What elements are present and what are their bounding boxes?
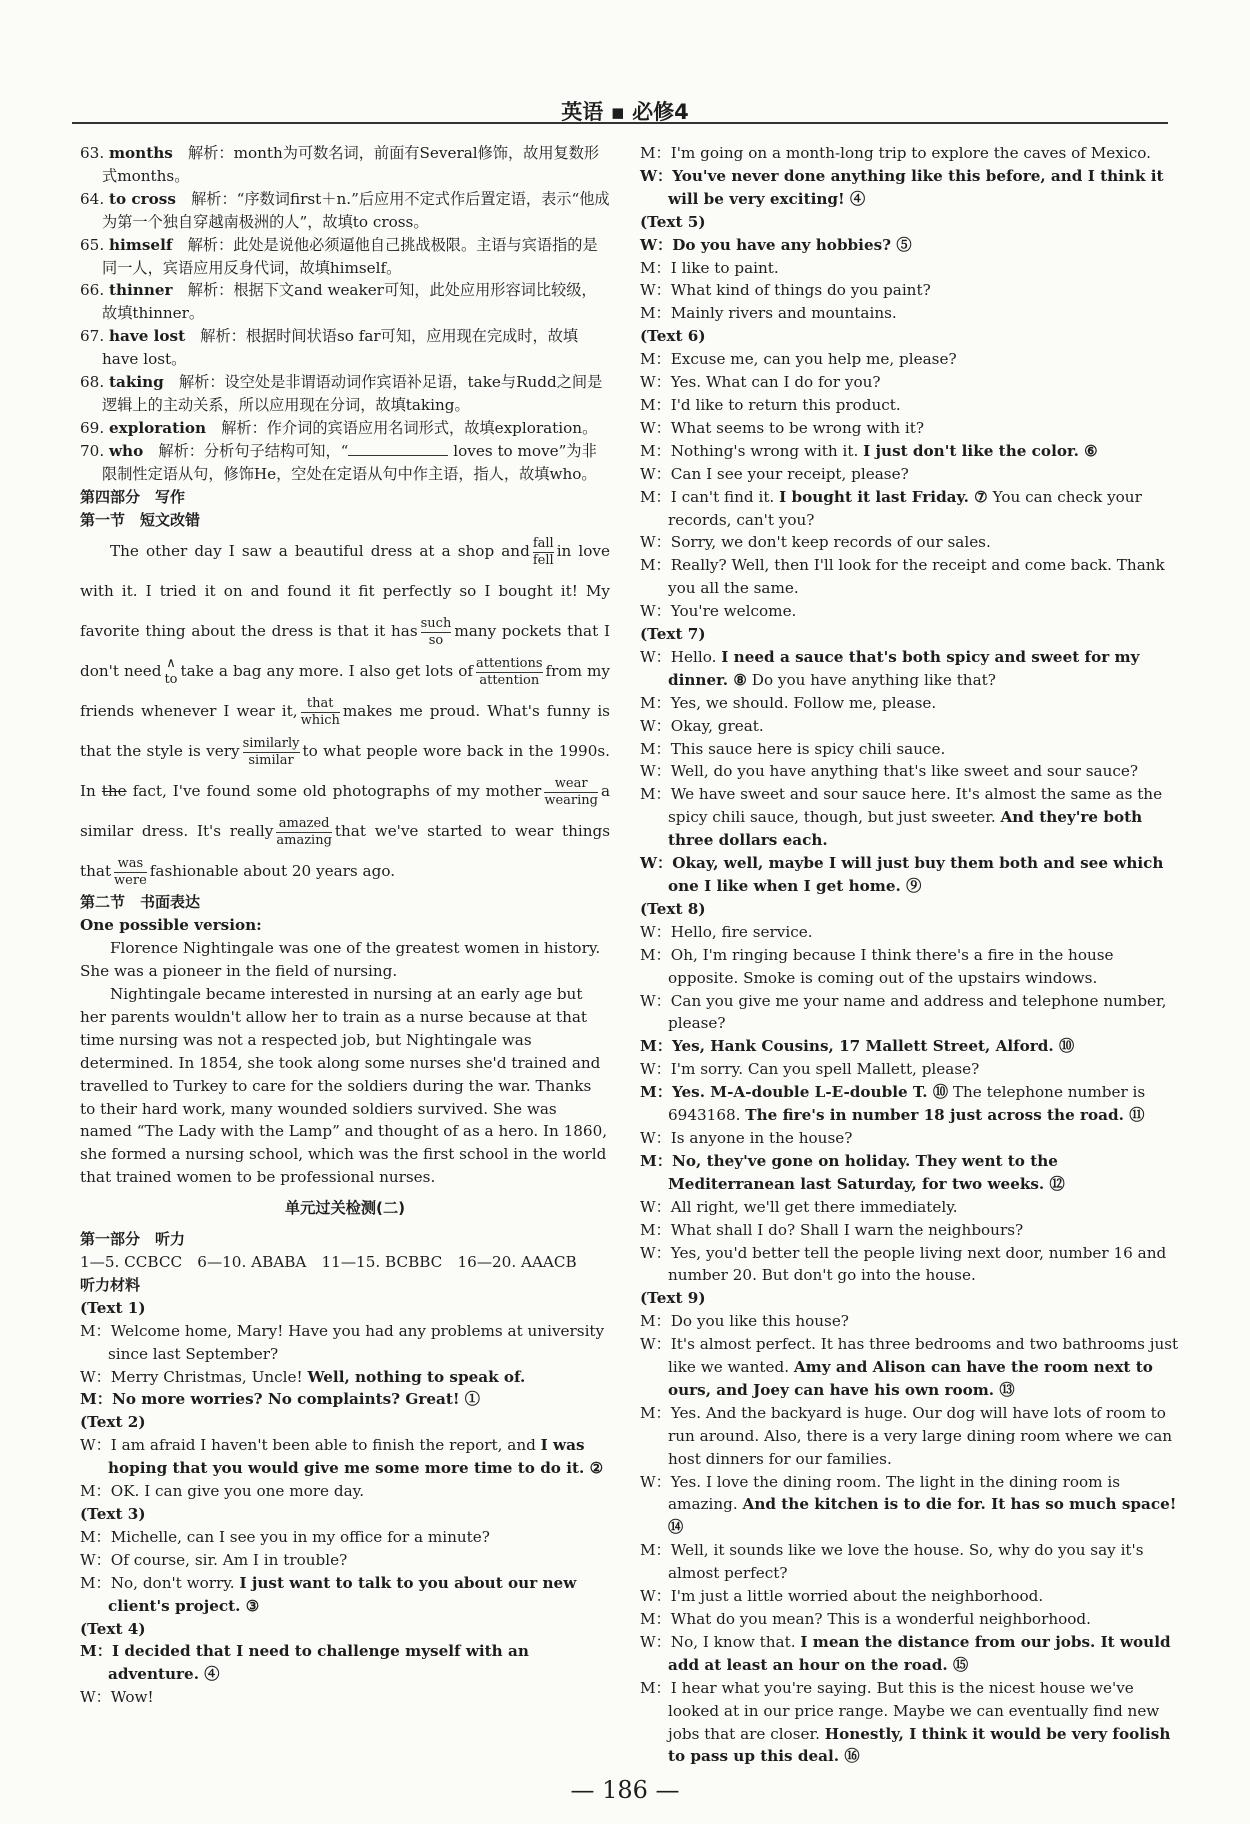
dialogue-line: M：No more worries? No complaints? Great! ① (80, 1390, 480, 1409)
text5-label: (Text 5) (640, 212, 706, 231)
dialogue-line: W：I'm just a little worried about the neighborhood. (640, 1587, 1044, 1606)
answer-68: 68. taking 解析：设空处是非谓语动词作宾语补足语，take与Rudd之间是逻辑上的主动关系，所以应用现在分词，故填taking。 (80, 373, 603, 414)
correction-3: ∧ to (164, 656, 178, 688)
dialogue-line: W：You're welcome. (640, 602, 797, 621)
part4-heading: 第四部分 写作 (80, 487, 186, 506)
answer-blank (348, 441, 448, 456)
text3-label: (Text 3) (80, 1504, 146, 1523)
text6-label: (Text 6) (640, 327, 706, 346)
answer-69: 69. exploration 解析：作介词的宾语应用名词形式，故填exploration。 (80, 418, 598, 437)
dialogue-line: W：Yes, you'd better tell the people living next door, number 16 and number 20. But don't go into the house. (640, 1243, 1167, 1285)
dialogue-line: M：Michelle, can I see you in my office for a minute? (80, 1527, 490, 1546)
dialogue-line: M：No, don't worry. I just want to talk to you about our new client's project. ③ (80, 1573, 577, 1615)
version-label: One possible version: (80, 916, 262, 935)
dialogue-line: M：I hear what you're saying. But this is the nicest house we've looked at in our price range. Maybe we can eventually find new jobs that are closer. Honestly, I think it would be very foolish to pass up this deal. ⑯ (640, 1678, 1171, 1766)
dialogue-line: W：Wow! (80, 1688, 154, 1707)
dialogue-line: W：Yes. I love the dining room. The light in the dining room is amazing. And the kitchen is to die for. It has so much space! ⑭ (640, 1472, 1177, 1537)
text4-label: (Text 4) (80, 1619, 146, 1638)
section1-heading: 第一节 短文改错 (80, 510, 201, 529)
dialogue-line: W：Can you give me your name and address and telephone number, please? (640, 991, 1167, 1033)
answer-66: 66. thinner 解析：根据下文and weaker可知，此处应用形容词比较级，故填thinner。 (80, 281, 597, 323)
dialogue-line: M：OK. I can give you one more day. (80, 1482, 365, 1501)
text2-label: (Text 2) (80, 1413, 146, 1432)
dialogue-line: M：I'm going on a month-long trip to explore the caves of Mexico. (640, 144, 1151, 162)
text7-label: (Text 7) (640, 625, 706, 644)
text8-label: (Text 8) (640, 899, 706, 918)
dialogue-line: M：I like to paint. (640, 258, 779, 277)
dialogue-line: W：You've never done anything like this before, and I think it will be very exciting! ④ (640, 166, 1164, 208)
text1-label: (Text 1) (80, 1298, 146, 1317)
dialogue-line: W：Merry Christmas, Uncle! Well, nothing to speak of. (80, 1367, 526, 1386)
dialogue-line: M：I'd like to return this product. (640, 395, 901, 414)
dialogue-line: M：Do you like this house? (640, 1312, 849, 1331)
correction-8: wear wearing (544, 775, 598, 808)
dialogue-line: W：Okay, well, maybe I will just buy them both and see which one I like when I get home. ⑨ (640, 854, 1164, 895)
dialogue-line: W：Sorry, we don't keep records of our sales. (640, 533, 991, 552)
text9-label: (Text 9) (640, 1289, 706, 1308)
correction-7: the (101, 782, 127, 801)
correction-2: such so (420, 615, 452, 648)
answer-67: 67. have lost 解析：根据时间状语so far可知，应用现在完成时，故填have lost。 (80, 327, 579, 369)
dialogue-line: W：It's almost perfect. It has three bedrooms and two bathrooms just like we wanted. Amy and Alison can have the room next to ours, and Joey can have his own room. ⑬ (640, 1335, 1179, 1399)
page-number: — 186 — (570, 1776, 680, 1804)
dialogue-line: W：Hello. I need a sauce that's both spicy and sweet for my dinner. ⑧ Do you have anything like that? (640, 647, 1140, 689)
dialogue-line: W：Can I see your receipt, please? (640, 464, 909, 483)
dialogue-line: W：Yes. What can I do for you? (640, 373, 881, 392)
dialogue-line: W：What kind of things do you paint? (640, 281, 931, 300)
section2-heading: 第二节 书面表达 (80, 893, 201, 912)
correction-5: that which (300, 695, 340, 728)
dialogue-line: W：All right, we'll get there immediately. (640, 1197, 958, 1216)
dialogue-line: M：I decided that I need to challenge myself with an adventure. ④ (80, 1642, 529, 1684)
part1-heading: 第一部分 听力 (80, 1230, 186, 1249)
correction-9: amazed amazing (276, 815, 332, 848)
dialogue-line: M：Oh, I'm ringing because I think there's a fire in the house opposite. Smoke is coming out of the upstairs windows. (640, 945, 1114, 987)
dialogue-line: M：I can't find it. I bought it last Friday. ⑦ You can check your records, can't you? (640, 487, 1142, 529)
writing-paragraph-1: Florence Nightingale was one of the greatest women in history. She was a pioneer in the field of nursing. (80, 939, 601, 981)
dialogue-line: M：Yes. M-A-double L-E-double T. ⑩ The telephone number is 6943168. The fire's in number 18 just across the road. ⑪ (640, 1083, 1146, 1125)
dialogue-line: W：I'm sorry. Can you spell Mallett, please? (640, 1060, 980, 1079)
dialogue-line: M：Nothing's wrong with it. I just don't like the color. ⑥ (640, 441, 1098, 460)
header-divider (72, 122, 1168, 124)
right-column (640, 142, 1180, 1768)
dialogue-line: M：We have sweet and sour sauce here. It's almost the same as the spicy chili sauce, though, but just sweeter. And they're both three dollars each. (640, 785, 1163, 850)
correction-4: attentions attention (476, 655, 543, 688)
materials-heading: 听力材料 (80, 1275, 141, 1294)
correction-10: was were (114, 855, 147, 888)
error-correction-essay: The other day I saw a beautiful dress at a shop and fall fell in love with it. I tried it on and found it fit perfectly so I bought it! My favorite thing about the dress is that it has such so many pockets that I don't need ∧ to take a bag any more. I also get lots of attentions attention from my friends whenever I wear it, that which makes me proud. What's funny is that the style is very similarly similar to what people wore back in the 1990s. In the fact, I've found some old photographs of my mother wear wearing a similar dress. It's really amazed amazing that we've started to wear things that was were fashionable about 20 years ago. (80, 535, 611, 888)
answer-64: 64. to cross 解析：“序数词first＋n.”后应用不定式作后置定语，表示“他成为第一个独自穿越南极洲的人”，故填to cross。 (80, 189, 610, 231)
dialogue-line: W：What seems to be wrong with it? (640, 418, 924, 437)
dialogue-line: M：Mainly rivers and mountains. (640, 304, 897, 323)
writing-paragraph-2: Nightingale became interested in nursing at an early age but her parents wouldn't allow her to train as a nurse because at that time nursing was not a respected job, but Nightingale was determined. In 1854, she took along some nurses she'd trained and travelled to Turkey to care for the soldiers during the war. Thanks to their hard work, many wounded soldiers survived. She was named “The Lady with the Lamp” and thought of as a hero. In 1860, she formed a nursing school, which was the first school in the world that trained women to be professional nurses. (80, 985, 608, 1187)
dialogue-line: M：No, they've gone on holiday. They went to the Mediterranean last Saturday, for two weeks. ⑫ (640, 1151, 1065, 1193)
answer-63: 63. months 解析：month为可数名词，前面有Several修饰，故用复数形式months。 (80, 144, 600, 185)
dialogue-line: M：This sauce here is spicy chili sauce. (640, 739, 946, 758)
dialogue-line: W：Do you have any hobbies? ⑤ (640, 235, 912, 254)
dialogue-line: M：Well, it sounds like we love the house. So, why do you say it's almost perfect? (640, 1541, 1144, 1583)
page-header: 英语 ▪ 必修4 (561, 100, 689, 124)
correction-1: fall fell (532, 535, 554, 568)
dialogue-line: W：Hello, fire service. (640, 922, 813, 941)
dialogue-line: W：Okay, great. (640, 716, 764, 735)
dialogue-line: W：Is anyone in the house? (640, 1128, 853, 1147)
dialogue-line: M：What do you mean? This is a wonderful neighborhood. (640, 1610, 1091, 1628)
correction-6: similarly similar (242, 735, 300, 768)
dialogue-line: W：Of course, sir. Am I in trouble? (80, 1550, 348, 1569)
dialogue-line: W：No, I know that. I mean the distance from our jobs. It would add at least an hour on the road. ⑮ (640, 1632, 1171, 1674)
listening-answers: 1—5. CCBCC 6—10. ABABA 11—15. BCBBC 16—20. AAACB (80, 1253, 577, 1271)
left-column (80, 142, 610, 1709)
dialogue-line: M：What shall I do? Shall I warn the neighbours? (640, 1220, 1024, 1239)
dialogue-line: M：Yes, Hank Cousins, 17 Mallett Street, Alford. ⑩ (640, 1037, 1075, 1056)
dialogue-line: M：Yes. And the backyard is huge. Our dog will have lots of room to run around. Also, there is a very large dining room where we can host dinners for our families. (640, 1403, 1173, 1468)
dialogue-line: W：I am afraid I haven't been able to finish the report, and I was hoping that you would give me some more time to do it. ② (80, 1436, 604, 1478)
dialogue-line: M：Really? Well, then I'll look for the receipt and come back. Thank you all the same. (640, 556, 1165, 598)
answer-70: 70. who 解析：分析句子结构可知，“ loves to move”为非限制性定语从句，修饰He，空处在定语从句中作主语，指人，故填who。 (80, 441, 597, 483)
dialogue-line: M：Yes, we should. Follow me, please. (640, 693, 937, 712)
unit-test-title: 单元过关检测(二) (284, 1199, 406, 1218)
answer-65: 65. himself 解析：此处是说他必须逼他自己挑战极限。主语与宾语指的是同一人，宾语应用反身代词，故填himself。 (80, 235, 598, 277)
dialogue-line: M：Welcome home, Mary! Have you had any problems at university since last September? (80, 1321, 605, 1363)
dialogue-line: W：Well, do you have anything that's like sweet and sour sauce? (640, 762, 1139, 781)
dialogue-line: M：Excuse me, can you help me, please? (640, 350, 957, 369)
